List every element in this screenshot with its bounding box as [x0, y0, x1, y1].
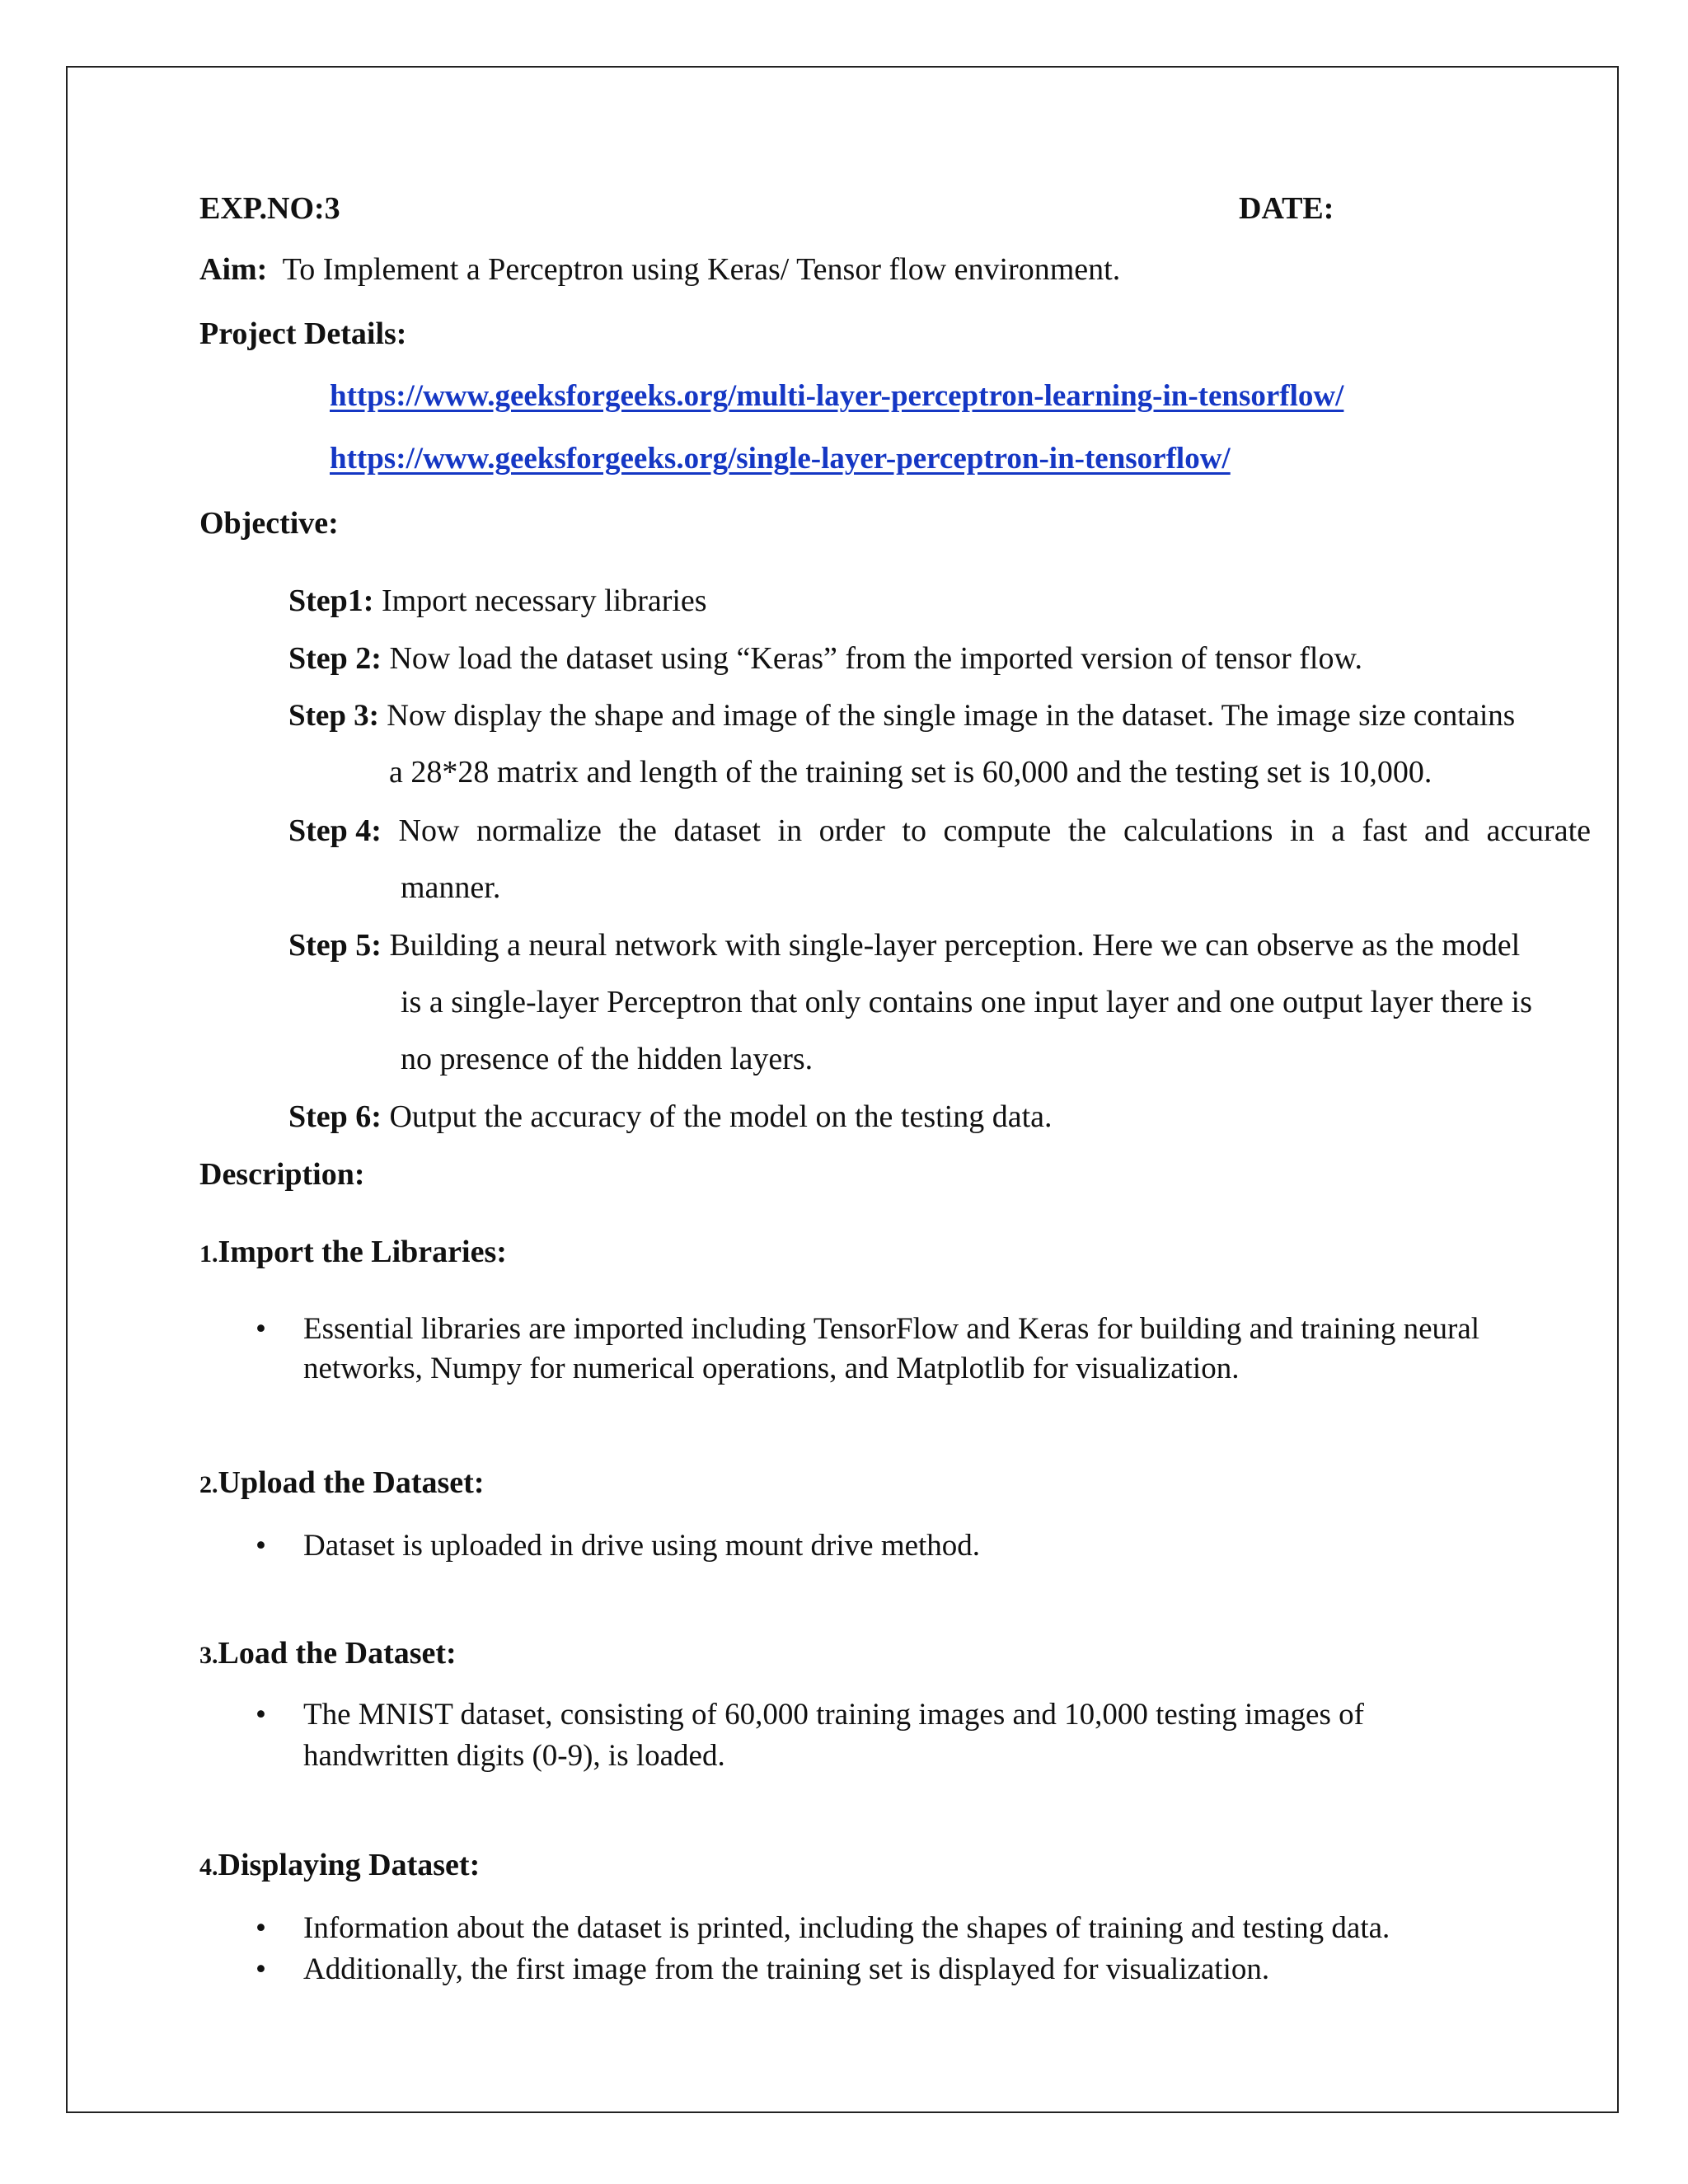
objective-heading: Objective: [199, 506, 339, 541]
step-text: Output the accuracy of the model on the testing data. [389, 1099, 1053, 1134]
page-border [66, 66, 1619, 2113]
step-label: Step 3: [288, 699, 379, 733]
step-4: Step 4: Now normalize the dataset in order to compute the calculations in a fast and accurate [288, 813, 1591, 848]
step-3 [288, 697, 1515, 735]
aim-text: To Implement a Perceptron using Keras/ Tensor flow environment. [282, 252, 1121, 287]
bullet-text: Additionally, the first image from the training set is displayed for visualization. [303, 1952, 1270, 1986]
section-title: Upload the Dataset: [218, 1465, 485, 1500]
project-link-multi-layer[interactable]: https://www.geeksforgeeks.org/multi-layer-perceptron-learning-in-tensorflow/ [330, 379, 1344, 413]
step-label: Step1: [288, 583, 374, 618]
section-number: 4. [199, 1854, 218, 1881]
exp-number: EXP.NO:3 [199, 191, 340, 226]
section-heading [199, 1846, 480, 1886]
section-number: 1. [199, 1240, 218, 1268]
section-heading [199, 1634, 457, 1675]
step-label: Step 5: [288, 928, 382, 963]
section-number: 2. [199, 1471, 218, 1498]
step-4-continuation: manner. [401, 870, 501, 905]
project-link-single-layer[interactable]: https://www.geeksforgeeks.org/single-layer-perceptron-in-tensorflow/ [330, 442, 1231, 476]
section-title: Load the Dataset: [218, 1636, 457, 1671]
section-title: Displaying Dataset: [218, 1848, 481, 1882]
bullet-icon: • [256, 1698, 266, 1732]
bullet-icon: • [256, 1952, 266, 1986]
section-number: 3. [199, 1642, 218, 1669]
bullet-text: Essential libraries are imported including TensorFlow and Keras for building and training neural [303, 1312, 1480, 1346]
bullet-text: The MNIST dataset, consisting of 60,000 training images and 10,000 testing images of [303, 1698, 1364, 1732]
step-text: Now display the shape and image of the single image in the dataset. The image size contains [387, 699, 1516, 733]
bullet-text-continuation: networks, Numpy for numerical operations, and Matplotlib for visualization. [303, 1352, 1240, 1385]
step-5 [288, 926, 1520, 964]
section-heading [199, 1464, 484, 1504]
date-label: DATE: [1239, 191, 1334, 226]
bullet-icon: • [256, 1312, 266, 1346]
step-5-continuation: no presence of the hidden layers. [401, 1042, 814, 1076]
description-heading: Description: [199, 1157, 365, 1192]
step-text: Now load the dataset using “Keras” from the imported version of tensor flow. [389, 641, 1362, 676]
step-3-continuation: a 28*28 matrix and length of the training set is 60,000 and the testing set is 10,000. [389, 755, 1432, 790]
step-text: Building a neural network with single-layer perception. Here we can observe as the model [389, 928, 1521, 963]
step-1 [288, 582, 707, 620]
step-label: Step 6: [288, 1099, 382, 1134]
bullet-icon: • [256, 1911, 266, 1945]
step-text: Import necessary libraries [381, 583, 707, 618]
bullet-text: Information about the dataset is printed, including the shapes of training and testing data. [303, 1911, 1390, 1945]
step-label: Step 4: [288, 813, 382, 848]
aim-line [199, 251, 1120, 288]
bullet-text: Dataset is uploaded in drive using mount drive method. [303, 1529, 981, 1563]
aim-label: Aim: [199, 252, 268, 287]
step-2 [288, 640, 1362, 677]
step-6 [288, 1098, 1053, 1136]
bullet-text-continuation: handwritten digits (0-9), is loaded. [303, 1739, 725, 1773]
step-5-continuation: is a single-layer Perceptron that only contains one input layer and one output layer there is [401, 985, 1532, 1019]
project-details-heading: Project Details: [199, 316, 407, 351]
section-heading [199, 1233, 507, 1273]
step-label: Step 2: [288, 641, 382, 676]
section-title: Import the Libraries: [218, 1235, 507, 1269]
bullet-icon: • [256, 1529, 266, 1563]
